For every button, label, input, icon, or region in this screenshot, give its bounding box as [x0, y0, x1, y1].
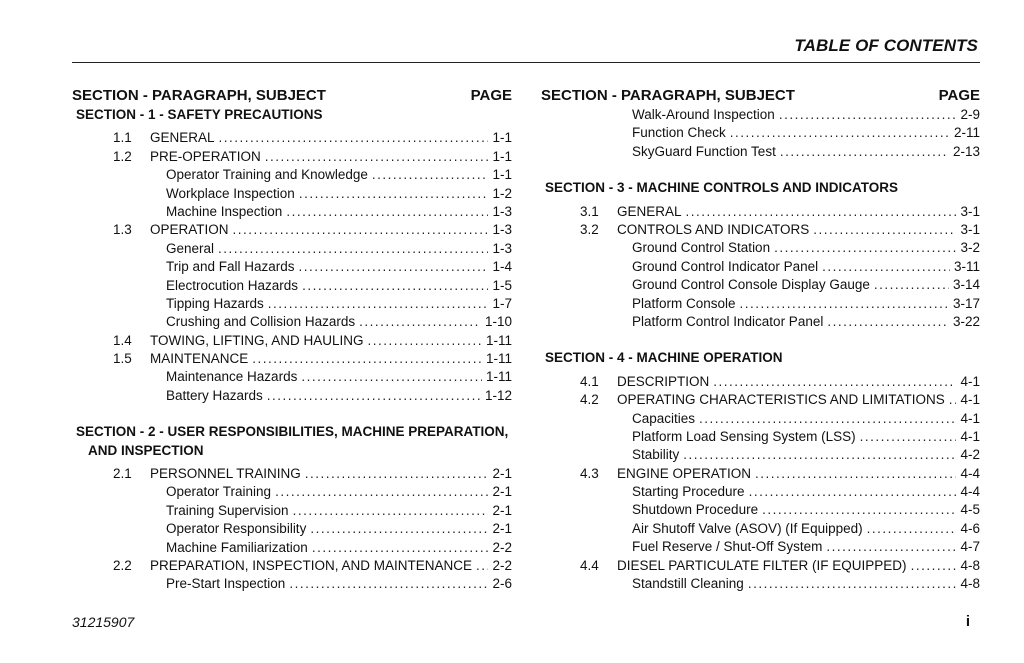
toc-entry-label: General — [166, 240, 215, 256]
toc-entry[interactable] — [541, 221, 980, 239]
toc-entry-label: Function Check — [632, 125, 726, 141]
dot-leader — [265, 148, 489, 166]
toc-entry[interactable] — [72, 129, 512, 147]
toc-entry-label: Operator Training and Knowledge — [166, 167, 368, 183]
dot-leader — [299, 258, 489, 276]
toc-entry[interactable] — [541, 465, 980, 483]
toc-entry-label: DIESEL PARTICULATE FILTER (IF EQUIPPED) — [617, 557, 907, 573]
toc-entry-page: 4-1 — [960, 373, 980, 389]
toc-entry[interactable] — [72, 277, 512, 295]
toc-entry-label: Ground Control Console Display Gauge — [632, 277, 870, 293]
dot-leader — [359, 313, 481, 331]
toc-entry[interactable] — [541, 410, 980, 428]
toc-entry[interactable] — [72, 221, 512, 239]
toc-entry-page: 1-3 — [492, 203, 512, 219]
toc-entry-label: Stability — [632, 447, 680, 463]
dot-leader — [372, 166, 489, 184]
dot-leader — [476, 557, 488, 575]
toc-entry-page: 2-1 — [492, 502, 512, 518]
toc-entry[interactable] — [72, 502, 512, 520]
column-heading — [72, 82, 512, 104]
column-heading-page: PAGE — [470, 87, 512, 104]
dot-leader — [762, 501, 956, 519]
toc-entry-label: GENERAL — [150, 130, 215, 146]
dot-leader — [949, 391, 957, 409]
toc-entry-page: 1-3 — [492, 222, 512, 238]
dot-leader — [860, 428, 957, 446]
dot-leader — [867, 520, 957, 538]
toc-entry-label: Walk-Around Inspection — [632, 107, 775, 122]
toc-entry-page: 1-11 — [485, 351, 512, 367]
dot-leader — [368, 332, 482, 350]
toc-entry-page: 2-6 — [492, 576, 512, 592]
toc-entry[interactable] — [541, 276, 980, 294]
toc-entry[interactable] — [72, 166, 512, 184]
dot-leader — [218, 240, 488, 258]
dot-leader — [267, 387, 481, 405]
toc-entry[interactable] — [541, 373, 980, 391]
section-heading-2-cont: AND INSPECTION — [88, 442, 204, 458]
toc-entry[interactable] — [541, 313, 980, 331]
dot-leader — [302, 277, 488, 295]
toc-entry-label: PERSONNEL TRAINING — [150, 466, 301, 482]
toc-entry[interactable] — [72, 575, 512, 593]
toc-entry[interactable] — [541, 520, 980, 538]
toc-entry-label: Capacities — [632, 410, 696, 426]
toc-entry-number: 2.1 — [113, 466, 132, 482]
toc-entry-label: ENGINE OPERATION — [617, 465, 752, 481]
toc-entry-page: 1-2 — [492, 185, 512, 201]
dot-leader — [268, 295, 489, 313]
toc-entry[interactable] — [72, 332, 512, 350]
toc-entry-page: 1-1 — [492, 130, 512, 146]
dot-leader — [827, 313, 949, 331]
toc-entry[interactable] — [541, 575, 980, 593]
toc-entry-page: 2-2 — [492, 539, 512, 555]
toc-entry-label: Platform Console — [632, 295, 736, 311]
toc-entry-page: 1-1 — [492, 148, 512, 164]
dot-leader — [233, 221, 489, 239]
toc-entry-label: Platform Control Indicator Panel — [632, 313, 824, 329]
toc-entry-label: Air Shutoff Valve (ASOV) (If Equipped) — [632, 520, 863, 536]
toc-right-column — [541, 82, 980, 593]
toc-entry[interactable] — [541, 391, 980, 409]
toc-entry[interactable] — [72, 240, 512, 258]
column-heading — [541, 82, 980, 104]
toc-entry-page: 1-12 — [484, 387, 512, 403]
toc-entry-label: Battery Hazards — [166, 387, 263, 403]
column-heading-subject: SECTION - PARAGRAPH, SUBJECT — [72, 87, 326, 104]
toc-entry-page: 3-14 — [952, 277, 980, 293]
toc-entry-label: Tipping Hazards — [166, 295, 264, 311]
toc-list-section-2 — [72, 465, 512, 594]
dot-leader — [740, 295, 949, 313]
toc-entry[interactable] — [541, 124, 980, 142]
dot-leader — [683, 446, 956, 464]
dot-leader — [874, 276, 949, 294]
toc-entry-label: CONTROLS AND INDICATORS — [617, 221, 810, 237]
toc-entry-number: 1.1 — [113, 130, 132, 146]
toc-entry-page: 2-13 — [952, 143, 980, 159]
toc-entry-label: OPERATION — [150, 222, 229, 238]
toc-entry-label: Trip and Fall Hazards — [166, 259, 295, 275]
toc-entry-label: Machine Familiarization — [166, 539, 308, 555]
section-heading-2: SECTION - 2 - USER RESPONSIBILITIES, MACHINE PREPARATION, — [76, 424, 509, 440]
toc-entry-label: Platform Load Sensing System (LSS) — [632, 428, 856, 444]
toc-entry-page: 4-6 — [960, 520, 980, 536]
toc-entry[interactable] — [72, 465, 512, 483]
toc-entry[interactable] — [541, 143, 980, 161]
toc-entry-label: GENERAL — [617, 203, 682, 219]
toc-entry-label: Starting Procedure — [632, 484, 745, 500]
dot-leader — [299, 185, 489, 203]
toc-entry[interactable] — [72, 203, 512, 221]
toc-entry[interactable] — [72, 520, 512, 538]
section-heading-1: SECTION - 1 - SAFETY PRECAUTIONS — [76, 107, 323, 122]
toc-entry-page: 2-9 — [960, 107, 980, 122]
toc-entry-page: 4-8 — [960, 576, 980, 592]
toc-entry[interactable] — [72, 387, 512, 405]
toc-entry[interactable] — [541, 203, 980, 221]
toc-entry-page: 3-22 — [952, 313, 980, 329]
toc-entry-label: Shutdown Procedure — [632, 502, 759, 518]
toc-entry[interactable] — [541, 446, 980, 464]
dot-leader — [730, 124, 950, 142]
dot-leader — [755, 465, 956, 483]
toc-entry[interactable] — [541, 557, 980, 575]
toc-entry[interactable] — [72, 148, 512, 166]
toc-entry-label: PRE-OPERATION — [150, 148, 261, 164]
toc-entry-page: 4-4 — [960, 465, 980, 481]
toc-entry-page: 4-1 — [960, 410, 980, 426]
dot-leader — [713, 373, 956, 391]
toc-entry-page: 1-1 — [492, 167, 512, 183]
toc-entry-number: 3.1 — [580, 203, 599, 219]
toc-entry-page: 4-5 — [960, 502, 980, 518]
toc-entry-page: 3-2 — [960, 240, 980, 256]
toc-entry[interactable] — [541, 106, 980, 124]
toc-entry[interactable] — [72, 557, 512, 575]
toc-entry-page: 1-11 — [485, 332, 512, 348]
toc-entry-page: 2-1 — [492, 484, 512, 500]
toc-entry-page: 1-4 — [492, 259, 512, 275]
toc-entry-page: 1-10 — [484, 314, 512, 330]
section-heading-3: SECTION - 3 - MACHINE CONTROLS AND INDICATORS — [545, 180, 899, 196]
dot-leader — [749, 483, 957, 501]
toc-entry-label: Crushing and Collision Hazards — [166, 314, 356, 330]
toc-entry-page: 2-11 — [953, 125, 980, 141]
dot-leader — [822, 258, 950, 276]
toc-entry-page: 4-1 — [960, 428, 980, 444]
header-divider — [72, 62, 980, 63]
dot-leader — [289, 575, 488, 593]
toc-entry[interactable] — [541, 538, 980, 556]
toc-entry-label: PREPARATION, INSPECTION, AND MAINTENANCE — [150, 558, 473, 574]
toc-entry[interactable] — [72, 350, 512, 368]
toc-entry-page: 4-4 — [960, 484, 980, 500]
column-heading-page: PAGE — [938, 87, 980, 104]
toc-entry-page: 1-3 — [492, 240, 512, 256]
dot-leader — [748, 575, 957, 593]
toc-entry-page: 3-11 — [953, 258, 980, 274]
toc-entry-label: Electrocution Hazards — [166, 277, 299, 293]
dot-leader — [911, 557, 957, 575]
toc-entry[interactable] — [72, 313, 512, 331]
toc-entry[interactable] — [72, 368, 512, 386]
toc-entry[interactable] — [72, 483, 512, 501]
toc-entry-number: 1.5 — [113, 351, 132, 367]
toc-entry-number: 4.3 — [580, 465, 599, 481]
dot-leader — [686, 203, 957, 221]
toc-entry-label: Maintenance Hazards — [166, 369, 298, 385]
toc-list-section-3 — [541, 203, 980, 332]
dot-leader — [699, 410, 956, 428]
toc-entry-page: 4-2 — [960, 447, 980, 463]
column-heading-subject: SECTION - PARAGRAPH, SUBJECT — [541, 87, 795, 104]
toc-list-section-1 — [72, 129, 512, 405]
toc-entry-page: 3-1 — [960, 221, 980, 237]
document-number: 31215907 — [72, 614, 135, 630]
toc-entry-page: 2-2 — [492, 558, 512, 574]
toc-entry-number: 4.4 — [580, 557, 599, 573]
toc-entry-label: Pre-Start Inspection — [166, 576, 286, 592]
toc-entry-page: 3-1 — [960, 203, 980, 219]
toc-entry-page: 1-7 — [492, 295, 512, 311]
toc-entry[interactable] — [72, 258, 512, 276]
toc-entry-label: TOWING, LIFTING, AND HAULING — [150, 332, 364, 348]
toc-list-section-2-cont — [541, 106, 980, 161]
toc-entry-label: Ground Control Indicator Panel — [632, 258, 819, 274]
dot-leader — [305, 465, 489, 483]
toc-entry[interactable] — [541, 295, 980, 313]
page-number: i — [965, 613, 970, 630]
toc-entry-page: 1-5 — [492, 277, 512, 293]
toc-entry-page: 4-1 — [960, 392, 980, 408]
toc-entry-label: DESCRIPTION — [617, 373, 710, 389]
section-heading-4: SECTION - 4 - MACHINE OPERATION — [545, 350, 783, 366]
toc-entry-label: Training Supervision — [166, 502, 289, 518]
toc-entry-label: Ground Control Station — [632, 240, 771, 256]
toc-entry[interactable] — [541, 501, 980, 519]
toc-entry-label: Machine Inspection — [166, 203, 283, 219]
toc-entry-page: 4-7 — [960, 539, 980, 555]
toc-entry-number: 4.2 — [580, 392, 599, 408]
dot-leader — [301, 368, 482, 386]
dot-leader — [312, 539, 489, 557]
dot-leader — [826, 538, 956, 556]
toc-list-section-4 — [541, 373, 980, 594]
toc-entry-page: 2-1 — [492, 521, 512, 537]
toc-entry-page: 4-8 — [960, 557, 980, 573]
dot-leader — [780, 143, 949, 161]
dot-leader — [813, 221, 956, 239]
toc-entry[interactable] — [72, 295, 512, 313]
toc-entry-label: SkyGuard Function Test — [632, 143, 776, 159]
toc-entry-label: Standstill Cleaning — [632, 576, 744, 592]
toc-entry-label: MAINTENANCE — [150, 351, 249, 367]
toc-entry-number: 3.2 — [580, 221, 599, 237]
toc-left-column — [72, 82, 512, 594]
toc-entry[interactable] — [72, 539, 512, 557]
dot-leader — [219, 129, 489, 147]
toc-entry[interactable] — [541, 428, 980, 446]
toc-entry-number: 4.1 — [580, 373, 599, 389]
toc-entry[interactable] — [541, 239, 980, 257]
toc-entry-number: 1.3 — [113, 222, 132, 238]
toc-entry[interactable] — [72, 185, 512, 203]
toc-entry-number: 2.2 — [113, 558, 132, 574]
toc-entry[interactable] — [541, 483, 980, 501]
dot-leader — [310, 520, 488, 538]
toc-entry-page: 2-1 — [492, 466, 512, 482]
toc-entry-label: Fuel Reserve / Shut-Off System — [632, 539, 823, 555]
dot-leader — [275, 483, 488, 501]
toc-entry-number: 1.2 — [113, 148, 132, 164]
toc-entry-number: 1.4 — [113, 332, 132, 348]
page-title: TABLE OF CONTENTS — [794, 36, 978, 55]
toc-entry-label: Workplace Inspection — [166, 185, 295, 201]
dot-leader — [252, 350, 482, 368]
toc-entry-page: 3-17 — [952, 295, 980, 311]
toc-entry-page: 1-11 — [485, 369, 512, 385]
dot-leader — [293, 502, 489, 520]
toc-entry-label: OPERATING CHARACTERISTICS AND LIMITATIONS — [617, 392, 945, 408]
dot-leader — [774, 239, 956, 257]
dot-leader — [779, 106, 957, 124]
toc-entry-label: Operator Responsibility — [166, 521, 307, 537]
dot-leader — [286, 203, 488, 221]
toc-entry-label: Operator Training — [166, 484, 272, 500]
toc-entry[interactable] — [541, 258, 980, 276]
